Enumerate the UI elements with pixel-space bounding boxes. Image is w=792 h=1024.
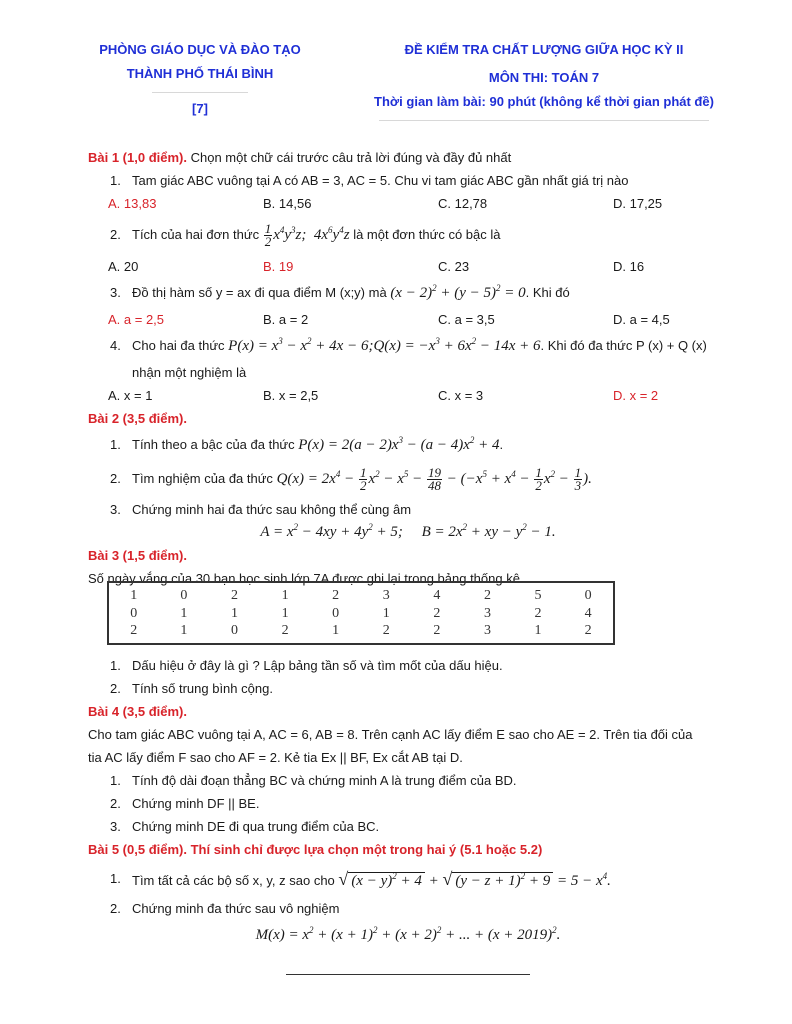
math-expression: $(x - 2)^2 + (y - 5)^2 = 0$ [390,283,526,301]
math-expression: $\frac{1}{2}$ $x^4y^3z$; $4x^6y^4z$ [264,221,350,250]
math-expression: $M(x) = x^2 + (x + 1)^2 + (x + 2)^2$ + ... + $(x + 2019)^2$. [255,925,561,943]
city-name: THÀNH PHỐ THÁI BÌNH [126,66,274,81]
table-cell: 5 [534,588,542,603]
bai1-q4-options [88,384,728,407]
bai3-heading: Bài 3 (1,5 điểm). [88,548,187,563]
exam-code: [7] [192,101,208,116]
option-d: D. x = 2 [613,388,659,403]
bai1-q4-line2: nhận một nghiệm là [132,365,247,380]
option-c: C. a = 3,5 [438,312,495,327]
table-cell: 2 [433,605,441,621]
bai5-q2-formula [88,920,728,950]
table-cell: 2 [433,623,441,638]
table-cell: 1 [180,605,188,621]
bai1-q2: 2. Tích của hai đơn thức $\frac{1}{2}$ $x^4y^3z$; $4x^6y^4z$ là một đơn thức có bậc là [110,221,501,250]
table-cell: 2 [584,623,592,638]
header-right-rule [379,120,709,121]
table-cell: 2 [382,623,390,638]
table-cell: 1 [281,588,289,603]
table-row [108,623,614,644]
bai5-q2: 2. Chứng minh đa thức sau vô nghiệm [110,901,340,916]
bai1-q4: 4. Cho hai đa thức $P(x) = x^3 - x^2 + 4x$ − 6;Q(x) = $-x^3 + 6x^2 - 14x + 6$. Khi đó đa thức P (x) + Q (x) [110,336,707,354]
header-left-rule [152,92,248,93]
exam-content-lower [88,654,728,950]
table-cell: 0 [130,605,138,621]
math-expression: $Q(x) = 2x^4$ − $\frac{1}{2}$ $x^2 - x^5$ − $\frac{19}{48}$ − ($-x^5 + x^4$ − $\frac{1}{2}$ $x^2$ − $\frac{1}{3}$ ). [276,465,592,494]
bai2-q3: 3. Chứng minh hai đa thức sau không thể cùng âm [110,502,412,517]
exam-title: ĐỀ KIỂM TRA CHẤT LƯỢNG GIỮA HỌC KỲ II [404,42,684,57]
table-row [108,582,614,604]
option-a: A. 20 [108,259,139,274]
table-row [108,604,614,623]
table-cell: 4 [584,605,592,621]
table-cell: 1 [281,605,289,621]
subject-title: MÔN THI: TOÁN 7 [488,70,600,85]
table-cell: 2 [130,623,138,638]
math-expression: $P(x) = x^3 - x^2 + 4x$ − 6;Q(x) = $-x^3 + 6x^2 - 14x + 6$ [228,336,541,354]
table-cell: 3 [483,605,491,621]
table-cell: 1 [180,623,188,638]
bai1-q1: 1. Tam giác ABC vuông tại A có AB = 3, AC = 5. Chu vi tam giác ABC gần nhất giá trị nào [110,173,629,188]
table-cell: 0 [230,623,238,638]
footer-rule [286,974,530,975]
option-c: C. x = 3 [438,388,484,403]
bai4-q2: 2. Chứng minh DF || BE. [110,796,260,811]
header-right [374,38,714,121]
option-c: C. 23 [438,259,470,274]
math-expression: $A = x^2 - 4xy + 4y^2 + 5$; $B = 2x^2$ + xy − $y^2 - 1$. [260,522,556,540]
bai2-q1: 1. Tính theo a bậc của đa thức $P(x) = 2(a - 2)x^3 - (a - 4)x^2 + 4$. [110,435,504,453]
bai3-q1: 1. Dấu hiệu ở đây là gì ? Lập bảng tần số và tìm mốt của dấu hiệu. [110,658,503,673]
bai4-q1: 1. Tính độ dài đoạn thẳng BC và chứng minh A là trung điểm của BD. [110,773,517,788]
table-cell: 2 [332,588,340,603]
math-expression: $P(x) = 2(a - 2)x^3 - (a - 4)x^2 + 4$ [298,435,500,453]
option-b: B. 14,56 [263,196,312,211]
bai1-q3: 3. Đồ thị hàm số y = ax đi qua điểm M (x;y) mà $(x - 2)^2 + (y - 5)^2 = 0$. Khi đó [110,283,570,301]
table-cell: 3 [382,588,390,603]
table-cell: 1 [130,588,138,603]
option-d: D. 16 [613,259,645,274]
department-name: PHÒNG GIÁO DỤC VÀ ĐÀO TẠO [99,42,301,57]
option-b: B. 19 [263,259,294,274]
table-cell: 2 [534,605,542,621]
bai4-q3: 3. Chứng minh DE đi qua trung điểm của BC. [110,819,380,834]
option-d: D. a = 4,5 [613,312,670,327]
option-a: A. a = 2,5 [108,312,165,327]
bai3-intro: Số ngày vắng của 30 bạn học sinh lớp 7A được ghi lại trong bảng thống kê [88,571,520,586]
table-cell: 1 [230,605,238,621]
header-left [82,38,318,121]
bai1-q3-options [88,308,728,331]
table-cell: 2 [281,623,289,638]
option-a: A. 13,83 [108,196,157,211]
option-c: C. 12,78 [438,196,488,211]
option-d: D. 17,25 [613,196,663,211]
bai4-intro-1: Cho tam giác ABC vuông tại A, AC = 6, AB = 8. Trên cạnh AC lấy điểm E sao cho AE = 2. Trên tia đối của [88,727,693,742]
option-a: A. x = 1 [108,388,153,403]
table-cell: 2 [483,588,491,603]
option-b: B. x = 2,5 [263,388,319,403]
table-cell: 2 [230,588,238,603]
table-cell: 0 [332,605,340,621]
table-cell: 1 [382,605,390,621]
bai3-q2: 2. Tính số trung bình cộng. [110,681,273,696]
bai2-q3-formula [88,521,728,544]
table-cell: 1 [534,623,542,638]
absence-statistics-table [107,581,615,645]
table-cell: 1 [332,623,340,638]
math-expression: √ $(x - y)^2 + 4$ + √ $(y - z + 1)^2 + 9 = 5 - x^4$. [338,869,611,889]
table-cell: 3 [483,623,491,638]
exam-content [88,146,728,590]
table-cell: 4 [433,588,441,603]
table-cell: 0 [584,588,592,603]
bai2-heading: Bài 2 (3,5 điểm). [88,411,187,426]
bai1-q2-options [88,255,728,278]
bai1-q1-options [88,192,728,215]
bai5-heading: Bài 5 (0,5 điểm). Thí sinh chỉ được lựa chọn một trong hai ý (5.1 hoặc 5.2) [88,842,543,857]
time-info: Thời gian làm bài: 90 phút (không kể thời gian phát đề) [374,94,714,109]
option-b: B. a = 2 [263,312,309,327]
bai4-intro-2: tia AC lấy điểm F sao cho AF = 2. Kẻ tia Ex || BF, Ex cắt AB tại D. [88,750,463,765]
bai1-heading: Bài 1 (1,0 điểm). Chọn một chữ cái trước câu trả lời đúng và đầy đủ nhất [88,150,512,165]
bai4-heading: Bài 4 (3,5 điểm). [88,704,187,719]
table-cell: 0 [180,588,188,603]
bai5-q1: 1. Tìm tất cả các bộ số x, y, z sao cho √ $(x - y)^2 + 4$ + √ $(y - z + 1)^2 + 9 = 5 - x^4$. [110,869,611,889]
bai2-q2: 2. Tìm nghiệm của đa thức $Q(x) = 2x^4$ − $\frac{1}{2}$ $x^2 - x^5$ − $\frac{19}{48}$ − ($-x^5 + x^4$ − $\frac{1}{2}$ $x^2$ − $\frac{1}{3}$ ). [110,465,592,494]
